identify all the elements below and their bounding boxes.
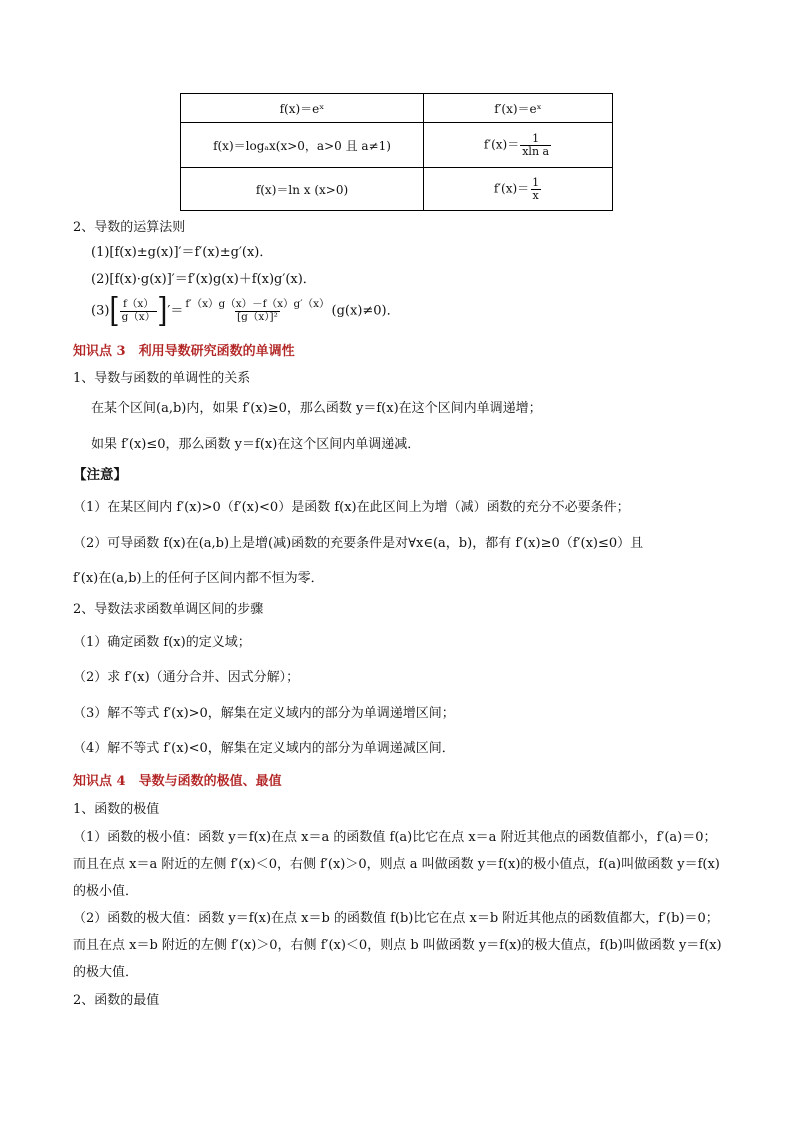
subsection-title: 1、导数与函数的单调性的关系 xyxy=(73,371,251,386)
knowledge-point-3-heading: 知识点 3 利用导数研究函数的单调性 xyxy=(73,344,295,359)
table-cell-derivative xyxy=(424,123,613,168)
derivative-text: f′(x)＝ xyxy=(493,181,530,196)
subsection-title: 2、函数的最值 xyxy=(73,993,160,1008)
paragraph: 在某个区间(a,b)内，如果 f′(x)≥0，那么函数 y＝f(x)在这个区间内单调递增； xyxy=(91,401,542,416)
step-item: （3）解不等式 f′(x)>0，解集在定义域内的部分为单调递增区间； xyxy=(73,706,455,721)
table-row xyxy=(181,168,613,211)
note-item: （1）在某区间内 f′(x)>0（f′(x)<0）是函数 f(x)在此区间上为增（减）函数的充分不必要条件； xyxy=(73,500,630,515)
derivative-formula-table xyxy=(180,93,613,211)
table-cell-derivative xyxy=(424,94,613,123)
rule-sum: (1)[f(x)±g(x)]′＝f′(x)±g′(x)． xyxy=(91,245,273,260)
table-cell-derivative xyxy=(424,168,613,211)
subsection-title: 1、函数的极值 xyxy=(73,802,160,817)
quotient-numerator: f′（x）g（x）－f（x）g′（x） xyxy=(185,297,330,310)
table-cell-function: f(x)＝eˣ xyxy=(181,94,424,123)
prime-equals: ′＝ xyxy=(167,303,184,319)
paragraph: 的极小值． xyxy=(73,884,139,899)
paragraph: 而且在点 x＝a 附近的左侧 f′(x)＜0，右侧 f′(x)＞0，则点 a 叫做函数 y＝f(x)的极小值点，f(a)叫做函数 y＝f(x) xyxy=(73,857,720,872)
derivative-text: f′(x)＝eˣ xyxy=(494,101,542,116)
rule-quotient-label: (3) xyxy=(91,303,110,319)
quotient-fraction xyxy=(183,299,331,323)
quotient-condition: (g(x)≠0)． xyxy=(331,303,400,319)
table-row xyxy=(181,94,613,123)
inner-fraction xyxy=(120,299,158,323)
fraction-denominator: xln a xyxy=(522,144,550,158)
paragraph: 而且在点 x＝b 附近的左侧 f′(x)＞0，右侧 f′(x)＜0，则点 b 叫做函数 y＝f(x)的极大值点，f(b)叫做函数 y＝f(x) xyxy=(73,938,722,953)
table-row xyxy=(181,123,613,168)
left-bracket: [ xyxy=(109,291,120,331)
paragraph: 的极大值． xyxy=(73,965,139,980)
derivative-text: f′(x)＝ xyxy=(483,137,520,152)
table-cell-function: f(x)＝ln x (x>0) xyxy=(181,168,424,211)
right-bracket: ] xyxy=(157,291,168,331)
knowledge-point-4-heading: 知识点 4 导数与函数的极值、最值 xyxy=(73,774,282,789)
step-item: （4）解不等式 f′(x)<0，解集在定义域内的部分为单调递减区间． xyxy=(73,741,455,756)
fraction-denominator: x xyxy=(532,188,539,202)
subsection-title: 2、导数法求函数单调区间的步骤 xyxy=(73,602,264,617)
rule-quotient xyxy=(91,291,400,331)
fraction xyxy=(520,133,551,157)
inner-numerator: f（x） xyxy=(123,297,154,310)
paragraph: 如果 f′(x)≤0，那么函数 y＝f(x)在这个区间内单调递减． xyxy=(91,437,421,452)
table-cell-function: f(x)＝logₐx(x>0，a>0 且 a≠1) xyxy=(181,123,424,168)
fraction-numerator: 1 xyxy=(532,175,540,189)
paragraph: （2）函数的极大值：函数 y＝f(x)在点 x＝b 的函数值 f(b)比它在点 x＝b 附近其他点的函数值都大，f′(b)＝0； xyxy=(73,911,719,926)
inner-denominator: g（x） xyxy=(121,310,156,323)
note-item: （2）可导函数 f(x)在(a,b)上是增(减)函数的充要条件是对∀x∈(a，b)，都有 f′(x)≥0（f′(x)≤0）且 xyxy=(73,536,644,551)
rule-product: (2)[f(x)·g(x)]′＝f′(x)g(x)＋f(x)g′(x)． xyxy=(91,272,316,287)
step-item: （2）求 f′(x)（通分合并、因式分解）； xyxy=(73,670,300,685)
paragraph: （1）函数的极小值：函数 y＝f(x)在点 x＝a 的函数值 f(a)比它在点 x＝a 附近其他点的函数值都小，f′(a)＝0； xyxy=(73,830,717,845)
quotient-denominator: [g（x）]² xyxy=(237,310,278,323)
fraction xyxy=(530,177,541,201)
section-title: 2、导数的运算法则 xyxy=(73,220,186,235)
fraction-numerator: 1 xyxy=(532,131,540,145)
note-item-continued: f′(x)在(a,b)上的任何子区间内都不恒为零． xyxy=(73,571,324,586)
step-item: （1）确定函数 f(x)的定义域； xyxy=(73,635,251,650)
note-label: 【注意】 xyxy=(73,467,127,483)
